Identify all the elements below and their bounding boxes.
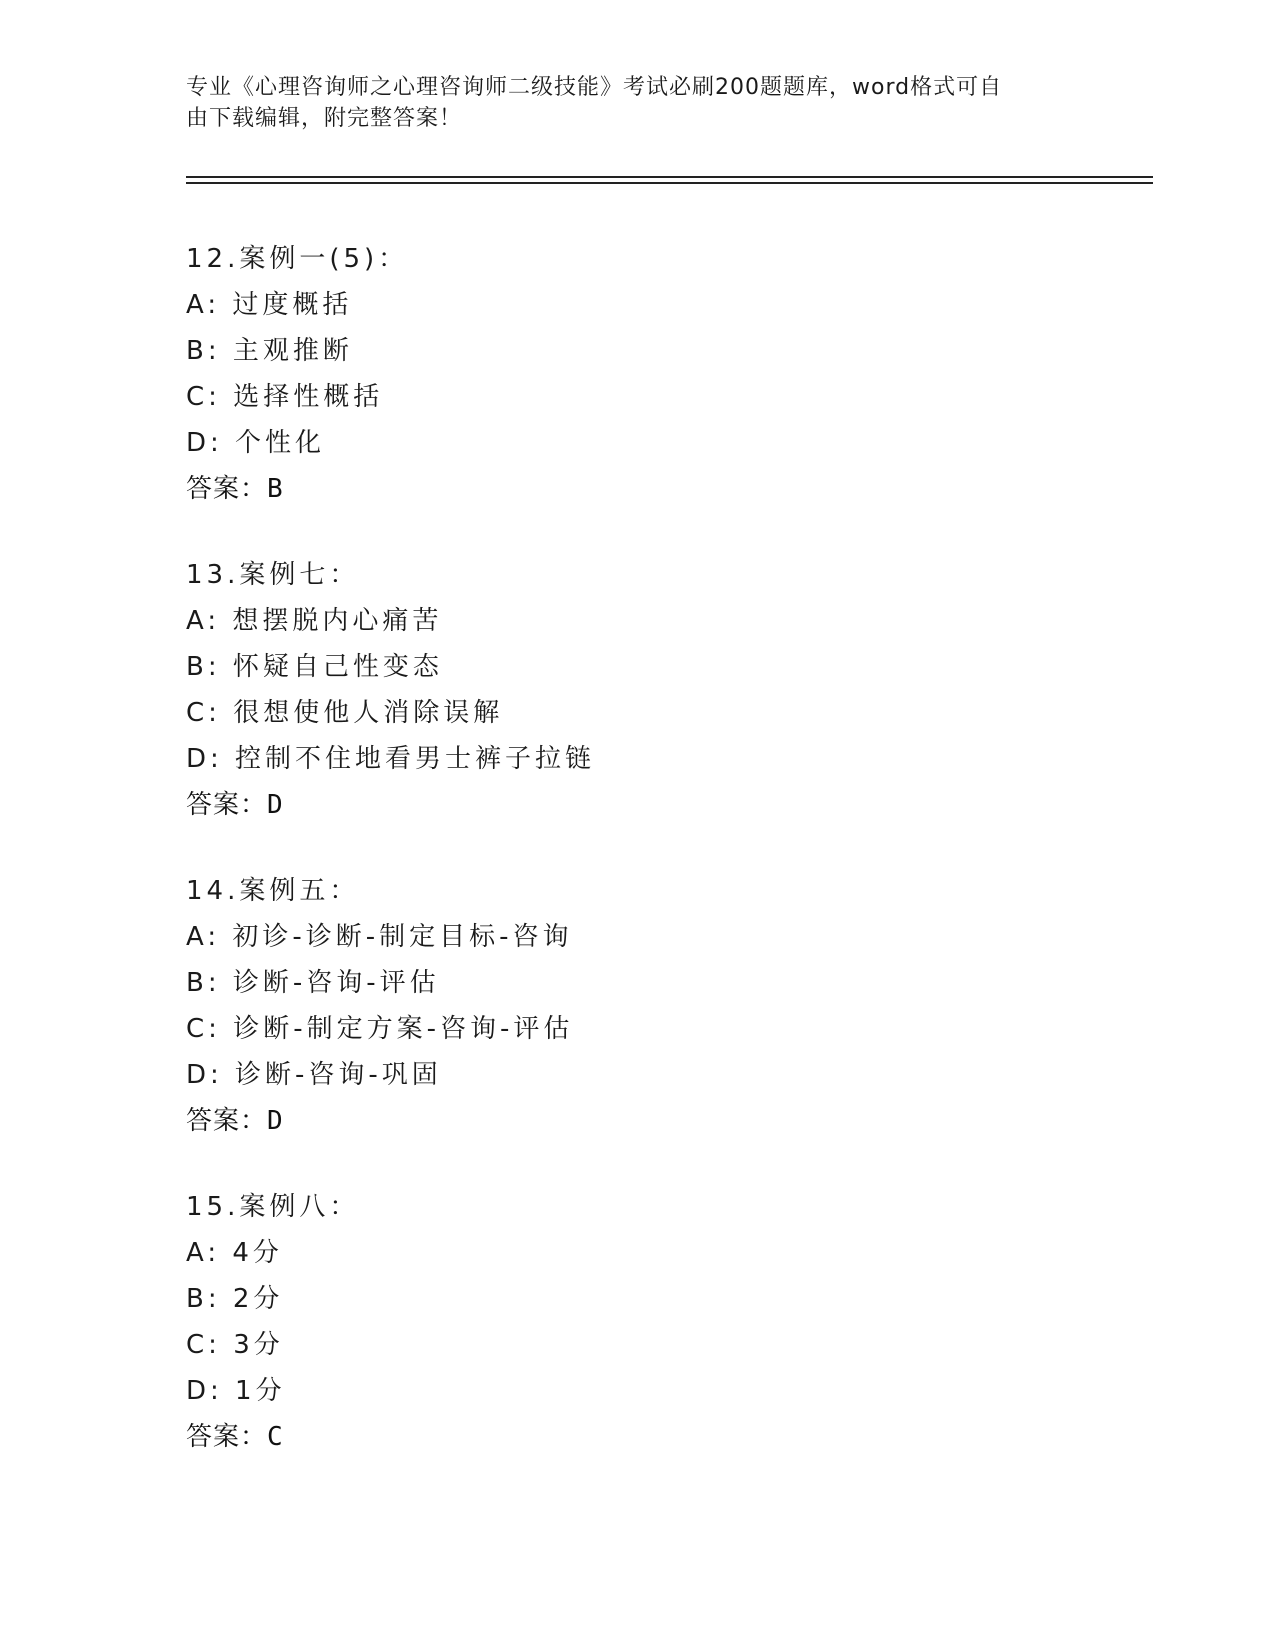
- option-b: [186, 328, 1146, 374]
- option-a: [186, 914, 1146, 960]
- option-b: [186, 960, 1146, 1006]
- option-a: [186, 1230, 1146, 1276]
- option-text: 控制不住地看男士裤子拉链: [235, 744, 596, 774]
- question-item: [186, 236, 1146, 512]
- question-list: [186, 236, 1146, 1500]
- answer-value: C: [267, 1422, 284, 1452]
- question-title: 12.案例一(5)：: [186, 244, 409, 274]
- option-text: 选择性概括: [233, 382, 384, 412]
- answer: [186, 1098, 1146, 1144]
- question-item: [186, 868, 1146, 1144]
- option-d: [186, 1368, 1146, 1414]
- option-text: 3分: [233, 1330, 284, 1360]
- option-text: 2分: [232, 1284, 284, 1314]
- option-label: B:: [186, 1284, 221, 1314]
- option-label: D:: [186, 1060, 223, 1090]
- option-label: B:: [186, 652, 221, 682]
- header-divider-top: [186, 176, 1153, 178]
- answer-value: D: [267, 790, 284, 820]
- answer-label: 答案：: [186, 474, 268, 504]
- option-text: 诊断-咨询-巩固: [235, 1060, 442, 1090]
- option-label: C:: [186, 1014, 221, 1044]
- option-c: [186, 1322, 1146, 1368]
- option-label: D:: [186, 744, 223, 774]
- header-line-1: 专业《心理咨询师之心理咨询师二级技能》考试必刷200题题库，word格式可自: [186, 75, 1003, 100]
- option-label: B:: [186, 968, 221, 998]
- option-text: 诊断-制定方案-咨询-评估: [233, 1014, 574, 1044]
- option-b: [186, 644, 1146, 690]
- answer-label: 答案：: [186, 1106, 268, 1136]
- question-item: [186, 1184, 1146, 1460]
- option-text: 初诊-诊断-制定目标-咨询: [232, 922, 573, 952]
- option-label: B:: [186, 336, 221, 366]
- question-item: [186, 552, 1146, 828]
- option-label: A:: [186, 290, 221, 320]
- option-text: 诊断-咨询-评估: [232, 968, 440, 998]
- option-c: [186, 690, 1146, 736]
- option-c: [186, 374, 1146, 420]
- answer: [186, 466, 1146, 512]
- answer-label: 答案：: [186, 790, 268, 820]
- question-title: 15.案例八：: [186, 1192, 360, 1222]
- answer: [186, 782, 1146, 828]
- option-label: C:: [186, 382, 221, 412]
- option-a: [186, 598, 1146, 644]
- option-text: 怀疑自己性变态: [232, 652, 443, 682]
- header-divider-bottom: [186, 182, 1153, 184]
- question-title: 13.案例七：: [186, 560, 360, 590]
- option-text: 想摆脱内心痛苦: [232, 606, 443, 636]
- option-text: 过度概括: [232, 290, 353, 320]
- answer: [186, 1414, 1146, 1460]
- option-c: [186, 1006, 1146, 1052]
- option-label: D:: [186, 1376, 223, 1406]
- option-text: 1分: [235, 1376, 286, 1406]
- header-line-2: 由下载编辑，附完整答案！: [186, 106, 463, 131]
- option-text: 4分: [232, 1238, 283, 1268]
- option-text: 很想使他人消除误解: [233, 698, 504, 728]
- option-d: [186, 1052, 1146, 1098]
- option-text: 主观推断: [232, 336, 353, 366]
- option-d: [186, 420, 1146, 466]
- option-d: [186, 736, 1146, 782]
- option-a: [186, 282, 1146, 328]
- option-label: C:: [186, 698, 221, 728]
- option-label: A:: [186, 1238, 221, 1268]
- option-label: C:: [186, 1330, 221, 1360]
- answer-value: B: [267, 474, 284, 504]
- question-title: 14.案例五：: [186, 876, 360, 906]
- option-b: [186, 1276, 1146, 1322]
- option-text: 个性化: [235, 428, 326, 458]
- option-label: D:: [186, 428, 223, 458]
- option-label: A:: [186, 606, 221, 636]
- document-header: [186, 72, 1066, 134]
- answer-label: 答案：: [186, 1422, 268, 1452]
- option-label: A:: [186, 922, 221, 952]
- answer-value: D: [267, 1106, 284, 1136]
